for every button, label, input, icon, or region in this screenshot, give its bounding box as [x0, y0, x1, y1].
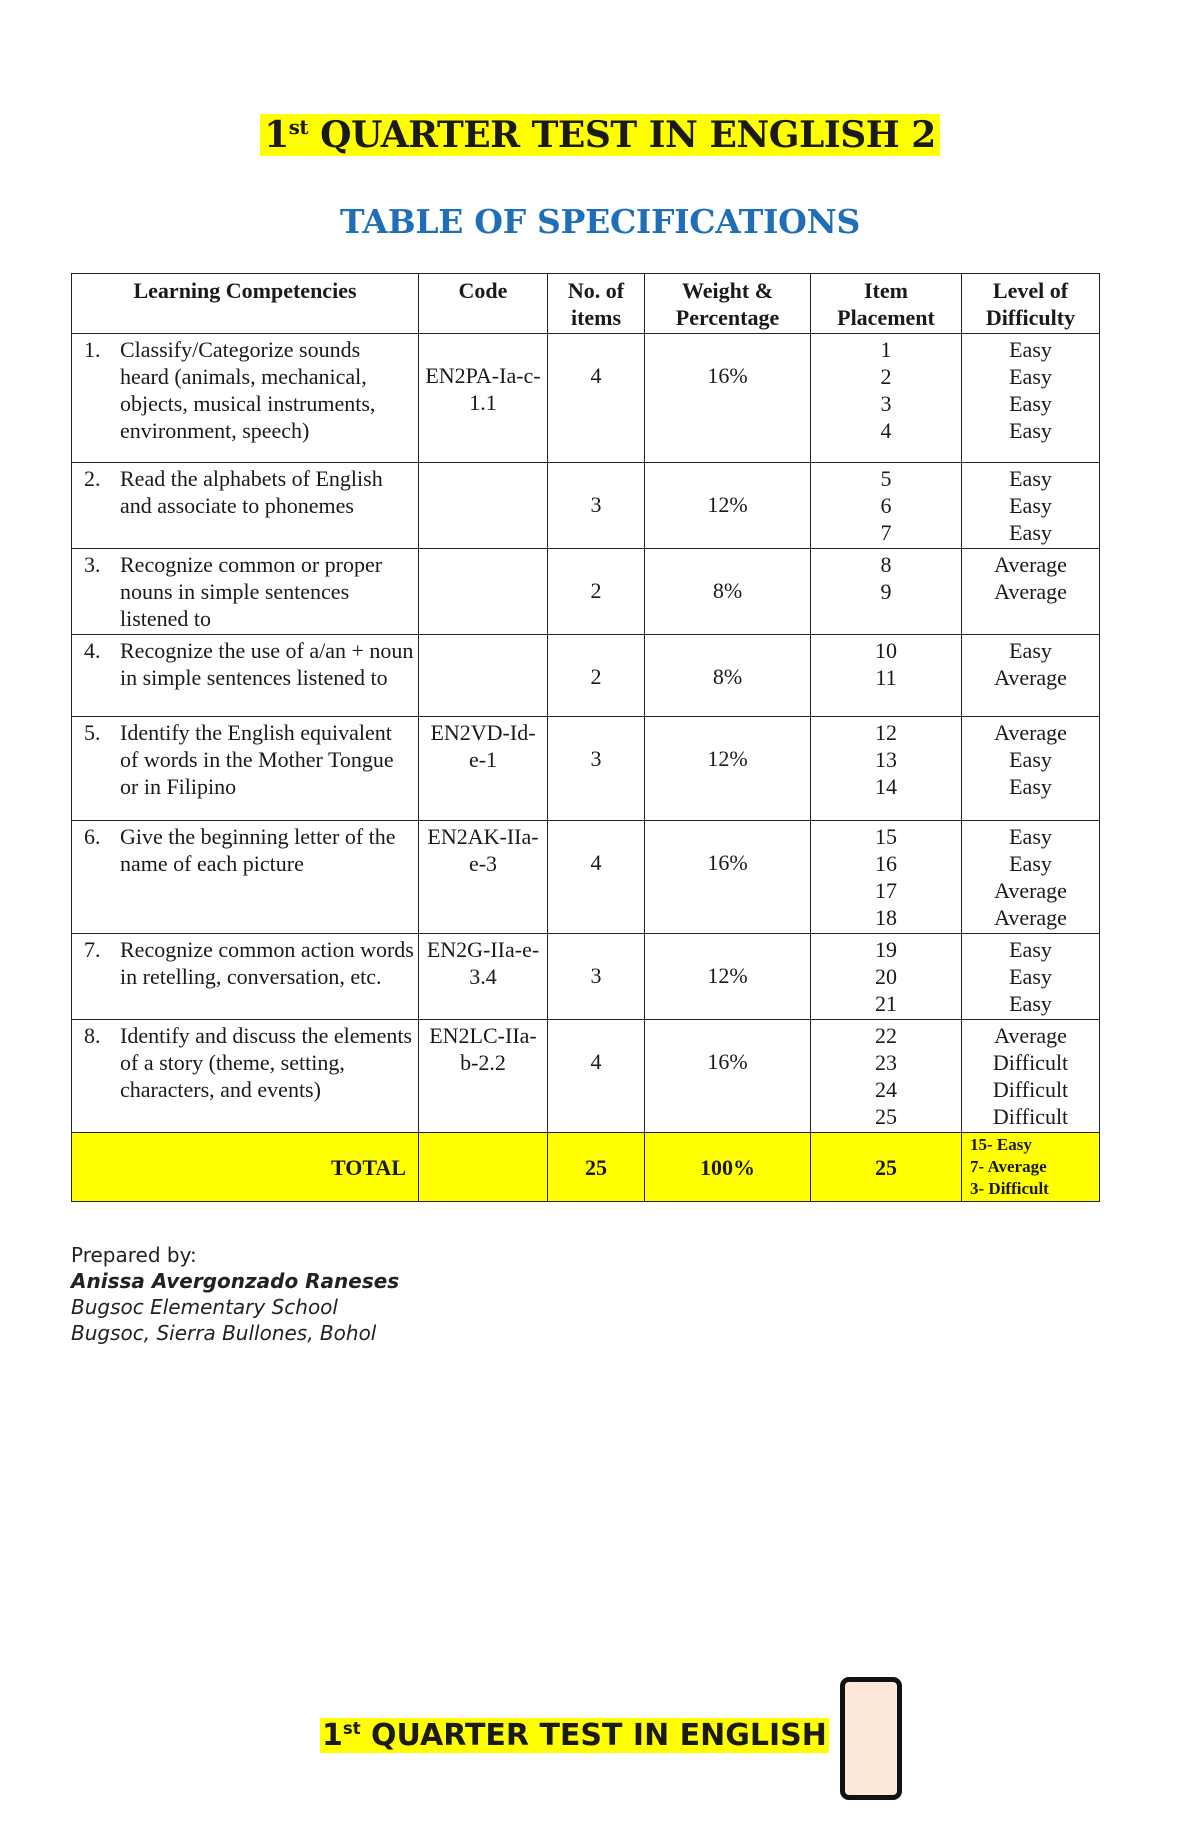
- weight-cell: 12%: [645, 463, 811, 549]
- difficulty-level: Easy: [1009, 991, 1052, 1016]
- footer-prefix: 1: [322, 1718, 343, 1753]
- difficulty-level: Easy: [1009, 747, 1052, 772]
- placement-cell: [811, 821, 962, 934]
- items-cell: 4: [548, 821, 645, 934]
- items-cell: 4: [548, 1020, 645, 1133]
- item-placement: 10: [875, 638, 897, 663]
- item-placement: 12: [875, 720, 897, 745]
- competency-text: Identify and discuss the elements of a story (theme, setting, characters, and events): [120, 1023, 413, 1102]
- items-cell: 3: [548, 934, 645, 1020]
- placement-cell: [811, 934, 962, 1020]
- items-cell: 3: [548, 717, 645, 821]
- difficulty-legend: [962, 1133, 1100, 1202]
- document-subtitle: TABLE OF SPECIFICATIONS: [339, 202, 861, 241]
- item-placement: 18: [875, 905, 897, 930]
- table-row: [72, 717, 1100, 821]
- code-cell: EN2LC-IIa-b-2.2: [419, 1020, 548, 1133]
- difficulty-level: Difficult: [992, 1104, 1069, 1129]
- difficulty-level: Average: [994, 878, 1067, 903]
- difficulty-cell: [962, 549, 1100, 635]
- footer-title: [320, 1718, 829, 1753]
- header-items: No. of items: [548, 274, 645, 334]
- difficulty-level: Average: [994, 552, 1067, 577]
- difficulty-cell: [962, 635, 1100, 717]
- item-placement: 21: [875, 991, 897, 1016]
- specifications-table: [71, 273, 1100, 1202]
- header-difficulty: Level of Difficulty: [962, 274, 1100, 334]
- item-placement: 7: [880, 520, 892, 545]
- item-placement: 8: [880, 552, 892, 577]
- code-cell: [419, 635, 548, 717]
- header-weight: Weight & Percentage: [645, 274, 811, 334]
- placement-cell: [811, 1020, 962, 1133]
- competency-text: Recognize common or proper nouns in simple sentences listened to: [120, 552, 383, 631]
- difficulty-cell: [962, 821, 1100, 934]
- header-competencies: Learning Competencies: [72, 274, 419, 334]
- legend-difficult: 3- Difficult: [970, 1179, 1049, 1198]
- weight-cell: 8%: [645, 635, 811, 717]
- total-placement: 25: [811, 1133, 962, 1202]
- item-placement: 16: [875, 851, 897, 876]
- title-prefix: 1: [264, 114, 289, 156]
- item-placement: 6: [880, 493, 892, 518]
- table-row: [72, 334, 1100, 463]
- weight-cell: 12%: [645, 934, 811, 1020]
- table-row: [72, 463, 1100, 549]
- code-cell: EN2AK-IIa-e-3: [419, 821, 548, 934]
- competency-text: Identify the English equivalent of words in the Mother Tongue or in Filipino: [120, 720, 394, 799]
- total-row: [72, 1133, 1100, 1202]
- item-placement: 14: [875, 774, 897, 799]
- item-placement: 1: [880, 337, 892, 362]
- item-placement: 3: [880, 391, 892, 416]
- item-placement: 13: [875, 747, 897, 772]
- competency-number: 7.: [84, 937, 101, 962]
- item-placement: 25: [875, 1104, 897, 1129]
- difficulty-level: Easy: [1009, 824, 1052, 849]
- item-placement: 19: [875, 937, 897, 962]
- document-title: [0, 114, 1200, 156]
- table-header-row: [72, 274, 1100, 334]
- difficulty-cell: [962, 1020, 1100, 1133]
- item-placement: 23: [875, 1050, 897, 1075]
- difficulty-cell: [962, 463, 1100, 549]
- competency-text: Recognize common action words in retelling, conversation, etc.: [120, 937, 414, 989]
- footer-superscript: st: [342, 1719, 361, 1738]
- difficulty-level: Average: [994, 579, 1067, 604]
- item-placement: 20: [875, 964, 897, 989]
- item-placement: 11: [875, 665, 897, 690]
- competency-cell: [72, 463, 419, 549]
- competency-cell: [72, 549, 419, 635]
- code-cell: EN2VD-Id-e-1: [419, 717, 548, 821]
- difficulty-level: Average: [994, 665, 1067, 690]
- table-row: [72, 1020, 1100, 1133]
- placement-cell: [811, 334, 962, 463]
- header-code: Code: [419, 274, 548, 334]
- placement-cell: [811, 463, 962, 549]
- item-placement: 22: [875, 1023, 897, 1048]
- difficulty-cell: [962, 717, 1100, 821]
- code-cell: EN2G-IIa-e-3.4: [419, 934, 548, 1020]
- competency-text: Recognize the use of a/an + noun in simple sentences listened to: [120, 638, 414, 690]
- footer-text: QUARTER TEST IN ENGLISH: [360, 1718, 827, 1753]
- legend-easy: 15- Easy: [970, 1135, 1032, 1154]
- competency-cell: [72, 717, 419, 821]
- header-placement: Item Placement: [811, 274, 962, 334]
- item-placement: 24: [875, 1077, 897, 1102]
- difficulty-level: Average: [994, 1023, 1067, 1048]
- competency-number: 6.: [84, 824, 101, 849]
- item-placement: 17: [875, 878, 897, 903]
- school-address: Bugsoc, Sierra Bullones, Bohol: [71, 1321, 377, 1345]
- competency-text: Read the alphabets of English and associate to phonemes: [120, 466, 383, 518]
- difficulty-cell: [962, 334, 1100, 463]
- competency-number: 2.: [84, 466, 101, 491]
- title-text: QUARTER TEST IN ENGLISH 2: [308, 114, 936, 156]
- total-label: TOTAL: [72, 1133, 419, 1202]
- competency-number: 4.: [84, 638, 101, 663]
- difficulty-level: Easy: [1009, 520, 1052, 545]
- table-row: [72, 821, 1100, 934]
- difficulty-cell: [962, 934, 1100, 1020]
- preparer-name: Anissa Avergonzado Raneses: [71, 1269, 400, 1293]
- difficulty-level: Easy: [1009, 391, 1052, 416]
- items-cell: 3: [548, 463, 645, 549]
- difficulty-level: Easy: [1009, 418, 1052, 443]
- difficulty-level: Easy: [1009, 493, 1052, 518]
- competency-text: Classify/Categorize sounds heard (animals, mechanical, objects, musical instruments, environment, speech): [120, 337, 376, 443]
- competency-number: 8.: [84, 1023, 101, 1048]
- competency-text: Give the beginning letter of the name of each picture: [120, 824, 396, 876]
- difficulty-level: Easy: [1009, 364, 1052, 389]
- weight-cell: 16%: [645, 1020, 811, 1133]
- difficulty-level: Easy: [1009, 774, 1052, 799]
- total-code: [419, 1133, 548, 1202]
- table-row: [72, 934, 1100, 1020]
- competency-number: 1.: [84, 337, 101, 362]
- competency-number: 3.: [84, 552, 101, 577]
- difficulty-level: Easy: [1009, 337, 1052, 362]
- total-items: 25: [548, 1133, 645, 1202]
- competency-cell: [72, 334, 419, 463]
- competency-cell: [72, 635, 419, 717]
- items-cell: 2: [548, 635, 645, 717]
- competency-cell: [72, 934, 419, 1020]
- page-frame-box: [840, 1677, 902, 1800]
- items-cell: 2: [548, 549, 645, 635]
- difficulty-level: Difficult: [992, 1050, 1069, 1075]
- difficulty-level: Average: [994, 720, 1067, 745]
- placement-cell: [811, 717, 962, 821]
- weight-cell: 8%: [645, 549, 811, 635]
- difficulty-level: Average: [994, 905, 1067, 930]
- item-placement: 9: [880, 579, 892, 604]
- item-placement: 15: [875, 824, 897, 849]
- difficulty-level: Easy: [1009, 466, 1052, 491]
- school-name: Bugsoc Elementary School: [71, 1295, 338, 1319]
- competency-cell: [72, 821, 419, 934]
- competency-number: 5.: [84, 720, 101, 745]
- competency-cell: [72, 1020, 419, 1133]
- prepared-by-block: [71, 1242, 399, 1346]
- title-superscript: st: [288, 115, 309, 139]
- code-cell: EN2PA-Ia-c-1.1: [419, 334, 548, 463]
- weight-cell: 16%: [645, 821, 811, 934]
- table-row: [72, 549, 1100, 635]
- code-cell: [419, 549, 548, 635]
- placement-cell: [811, 635, 962, 717]
- item-placement: 2: [880, 364, 892, 389]
- difficulty-level: Easy: [1009, 964, 1052, 989]
- prepared-label: Prepared by:: [71, 1243, 197, 1267]
- items-cell: 4: [548, 334, 645, 463]
- difficulty-level: Easy: [1009, 851, 1052, 876]
- placement-cell: [811, 549, 962, 635]
- difficulty-level: Easy: [1009, 937, 1052, 962]
- weight-cell: 12%: [645, 717, 811, 821]
- difficulty-level: Difficult: [992, 1077, 1069, 1102]
- code-cell: [419, 463, 548, 549]
- item-placement: 4: [880, 418, 892, 443]
- difficulty-level: Easy: [1009, 638, 1052, 663]
- legend-average: 7- Average: [970, 1157, 1047, 1176]
- table-row: [72, 635, 1100, 717]
- item-placement: 5: [880, 466, 892, 491]
- weight-cell: 16%: [645, 334, 811, 463]
- total-weight: 100%: [645, 1133, 811, 1202]
